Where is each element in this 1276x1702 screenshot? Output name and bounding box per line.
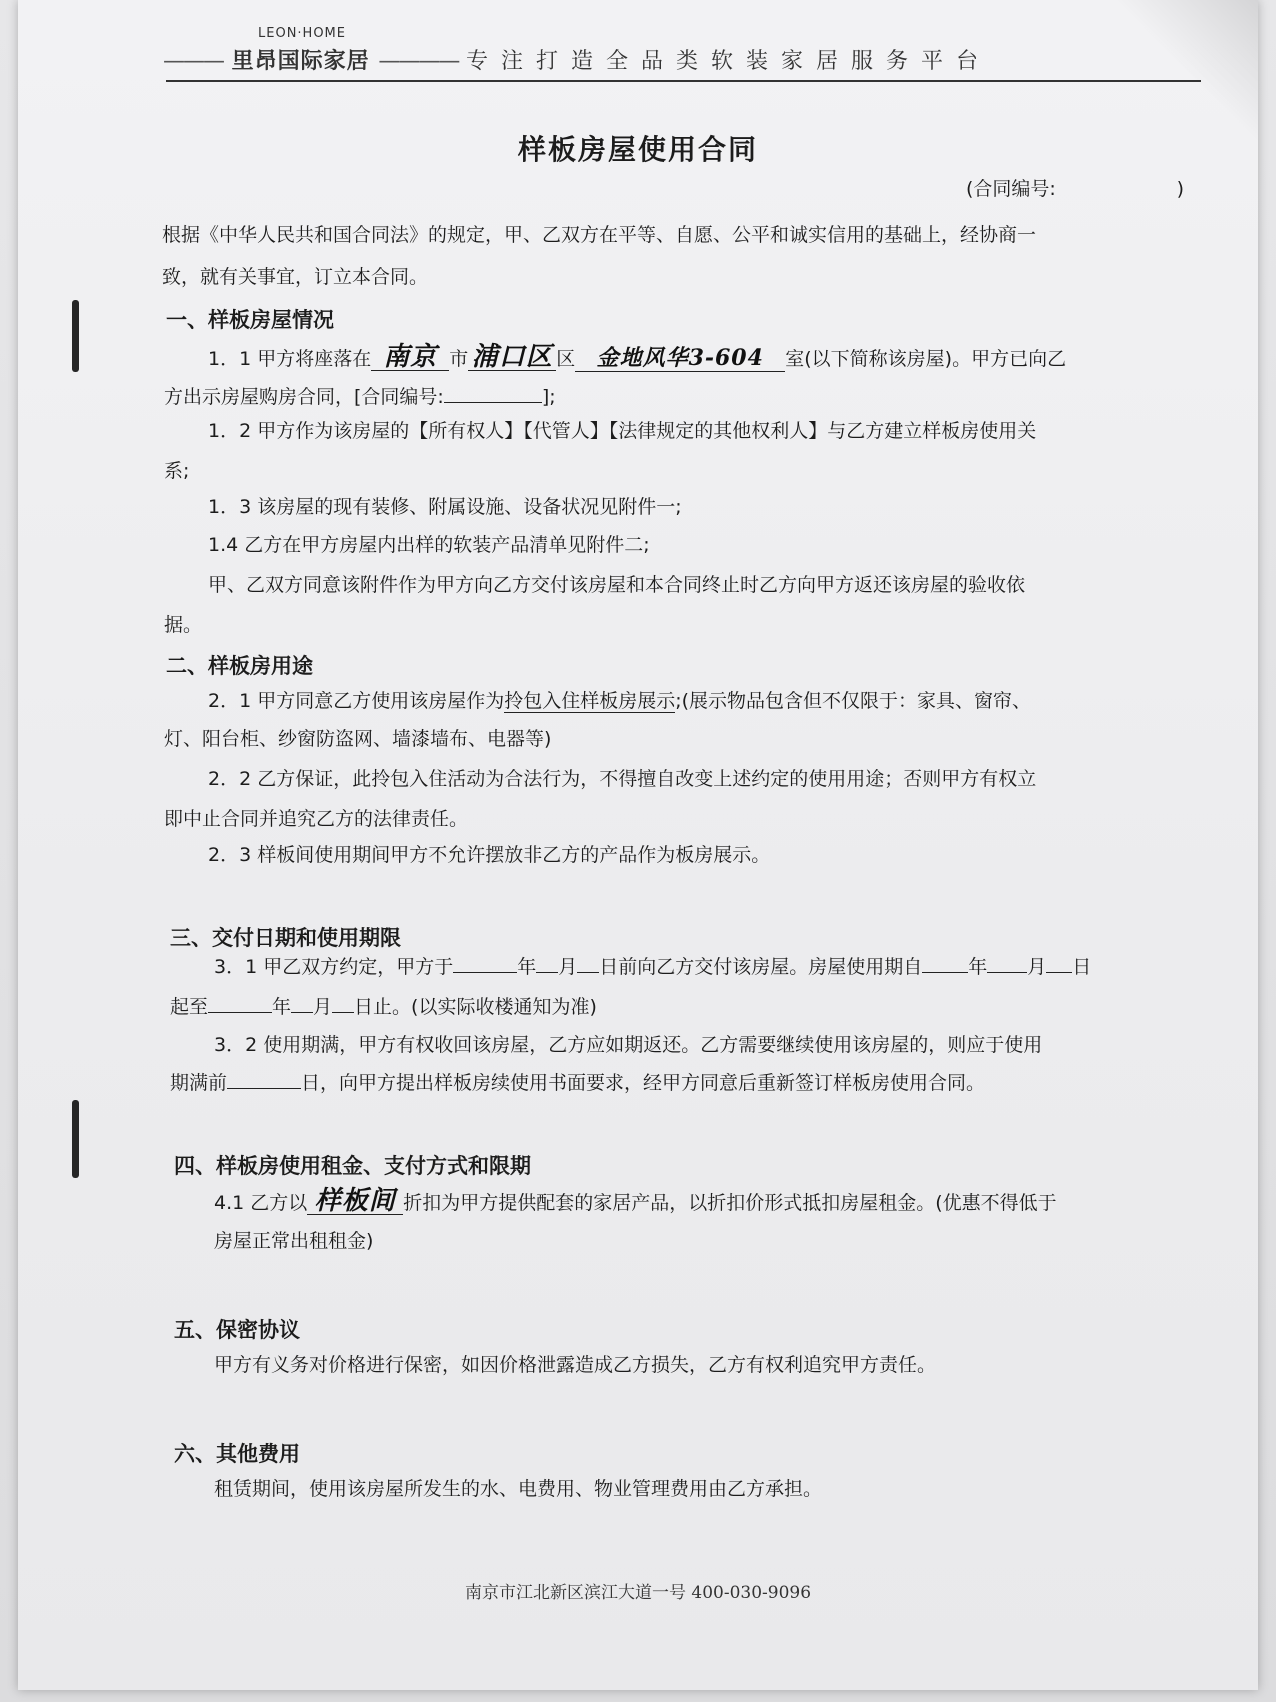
contract-number: (合同编号: ) [966, 178, 1185, 200]
contract-page [18, 0, 1258, 1690]
handwritten-city: 南京 [371, 344, 449, 371]
logo-english: LEON·HOME [258, 26, 346, 41]
end-year-label: 年 [272, 996, 292, 1018]
clause-1-1-line-2 [164, 384, 556, 410]
intro-line-1: 根据《中华人民共和国合同法》的规定，甲、乙双方在平等、自愿、公平和诚实信用的基础上，经协商一 [162, 224, 1037, 246]
clause-4-1-prefix: 4.1 乙方以 [214, 1192, 308, 1214]
clause-2-1-suffix: ;(展示物品包含但不仅限于：家具、窗帘、 [675, 690, 1032, 712]
end-day-blank [332, 994, 354, 1013]
clause-1-1-prefix: 1．1 甲方将座落在 [208, 348, 372, 370]
start-day-blank [1046, 954, 1072, 973]
clause-3-2-line-1: 3．2 使用期满，甲方有权收回该房屋，乙方应如期返还。乙方需要继续使用该房屋的，则应于使用 [214, 1034, 1043, 1056]
clause-1-1-line-1 [208, 344, 1066, 372]
clause-3-1-line-1 [214, 954, 1091, 980]
header-slogan: 专注打造全品类软装家居服务平台 [466, 49, 992, 74]
clause-1-1-suffix: 室(以下简称该房屋)。甲方已向乙 [785, 348, 1067, 370]
logo-dash-left: ——— [163, 49, 223, 74]
clause-4-1-line-1 [214, 1188, 1057, 1216]
handwritten-district: 浦口区 [468, 344, 556, 371]
start-year-label: 年 [968, 956, 988, 978]
delivery-day-blank [577, 954, 599, 973]
clause-1-5-line-2: 据。 [164, 614, 203, 636]
clause-5: 甲方有义务对价格进行保密，如因价格泄露造成乙方损失，乙方有权利追究甲方责任。 [214, 1354, 937, 1376]
clause-6: 租赁期间，使用该房屋所发生的水、电费用、物业管理费用由乙方承担。 [214, 1478, 823, 1500]
clause-1-1-contract-label: 方出示房屋购房合同，[合同编号: [164, 386, 444, 408]
handwritten-discount: 样板间 [307, 1188, 403, 1215]
renewal-prefix: 期满前 [170, 1072, 228, 1094]
clause-3-1-line-2 [170, 994, 597, 1020]
start-year-blank [922, 954, 968, 973]
usage-purpose-filled: 拎包入住样板房展示 [504, 690, 676, 712]
clause-2-3: 2．3 样板间使用期间甲方不允许摆放非乙方的产品作为板房展示。 [208, 844, 771, 866]
delivery-year-blank [453, 954, 517, 973]
clause-2-1-prefix: 2．1 甲方同意乙方使用该房屋作为 [208, 690, 505, 712]
purchase-contract-number-blank [444, 384, 542, 403]
clause-4-1-line-2: 房屋正常出租租金) [214, 1230, 374, 1252]
clause-1-1-district-label: 区 [556, 348, 576, 370]
start-month-label: 月 [1027, 956, 1047, 978]
clause-4-1-suffix: 折扣为甲方提供配套的家居产品，以折扣价形式抵扣房屋租金。(优惠不得低于 [403, 1192, 1057, 1214]
logo-dash-right: ———— [378, 49, 459, 74]
year-label: 年 [517, 956, 537, 978]
clause-1-3: 1．3 该房屋的现有装修、附属设施、设备状况见附件一; [208, 496, 682, 518]
renewal-suffix: 日，向甲方提出样板房续使用书面要求，经甲方同意后重新签订样板房使用合同。 [301, 1072, 986, 1094]
clause-2-1-line-2: 灯、阳台柜、纱窗防盗网、墙漆墙布、电器等) [164, 728, 552, 750]
section-3-heading: 三、交付日期和使用期限 [170, 926, 401, 950]
clause-2-2-line-1: 2．2 乙方保证，此拎包入住活动为合法行为，不得擅自改变上述约定的使用用途；否则甲方有权立 [208, 768, 1037, 790]
month-label: 月 [558, 956, 578, 978]
end-month-blank [291, 994, 313, 1013]
clause-1-2-line-1: 1．2 甲方作为该房屋的【所有权人】【代管人】【法律规定的其他权利人】与乙方建立样板房使用关 [208, 420, 1037, 442]
binding-hole-top [72, 300, 79, 372]
end-year-blank [208, 994, 272, 1013]
logo-chinese: 里昂国际家居 [231, 49, 370, 74]
end-prefix: 起至 [170, 996, 209, 1018]
clause-1-1-city-label: 市 [449, 348, 469, 370]
clause-3-2-line-2 [170, 1070, 985, 1096]
section-6-heading: 六、其他费用 [174, 1442, 300, 1466]
clause-1-5-line-1: 甲、乙双方同意该附件作为甲方向乙方交付该房屋和本合同终止时乙方向甲方返还该房屋的验收依 [208, 574, 1026, 596]
footer-address: 南京市江北新区滨江大道一号 400-030-9096 [464, 1583, 812, 1603]
end-suffix: 日止。(以实际收楼通知为准) [354, 996, 597, 1018]
delivery-month-blank [536, 954, 558, 973]
company-logo [163, 44, 458, 75]
section-5-heading: 五、保密协议 [174, 1318, 300, 1342]
clause-1-2-line-2: 系; [164, 460, 190, 482]
end-month-label: 月 [313, 996, 333, 1018]
handwritten-address: 金地风华3-604 [575, 345, 785, 372]
start-day-label: 日 [1072, 956, 1092, 978]
clause-3-1-prefix: 3．1 甲乙双方约定，甲方于 [214, 956, 454, 978]
section-1-heading: 一、样板房屋情况 [166, 308, 334, 332]
renewal-days-blank [227, 1070, 301, 1089]
clause-1-1-bracket: ]; [541, 386, 556, 408]
clause-2-2-line-2: 即中止合同并追究乙方的法律责任。 [164, 808, 469, 830]
clause-1-4: 1.4 乙方在甲方房屋内出样的软装产品清单见附件二; [208, 534, 650, 556]
document-title: 样板房屋使用合同 [517, 133, 758, 166]
start-month-blank [987, 954, 1027, 973]
section-4-heading: 四、样板房使用租金、支付方式和限期 [174, 1154, 531, 1178]
binding-hole-bottom [72, 1100, 79, 1178]
header-rule [166, 80, 1201, 82]
clause-3-1-middle: 日前向乙方交付该房屋。房屋使用期自 [599, 956, 923, 978]
clause-2-1-line-1 [208, 688, 1031, 714]
section-2-heading: 二、样板房用途 [166, 654, 313, 678]
intro-line-2: 致，就有关事宜，订立本合同。 [162, 266, 429, 288]
